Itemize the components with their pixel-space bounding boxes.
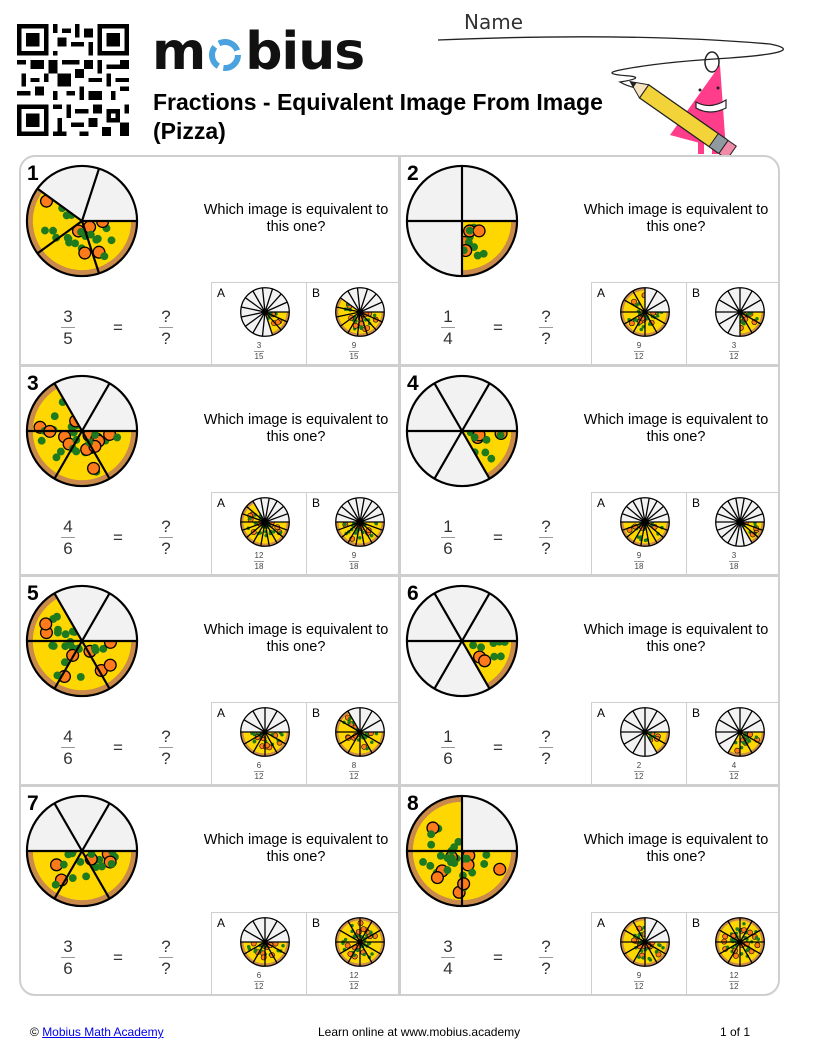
option-label: B xyxy=(692,286,701,300)
option-label: B xyxy=(312,706,321,720)
given-fraction xyxy=(441,517,455,558)
denominator: 18 xyxy=(634,562,644,571)
option-label: B xyxy=(312,286,321,300)
unknown-fraction xyxy=(159,937,173,978)
answer-option-b[interactable] xyxy=(687,283,780,364)
fraction-bar xyxy=(61,747,75,748)
name-label: Name xyxy=(464,10,524,34)
copyright-symbol: © xyxy=(30,1025,39,1039)
option-pizza-image xyxy=(619,916,671,968)
problem-number: 6 xyxy=(407,582,419,605)
option-pizza-image xyxy=(334,286,386,338)
equation xyxy=(441,727,553,768)
fraction-bar xyxy=(441,537,455,538)
unknown-fraction xyxy=(539,307,553,348)
option-pizza-image xyxy=(334,916,386,968)
numerator: 4 xyxy=(63,517,73,536)
denominator: 18 xyxy=(254,562,264,571)
numerator: 3 xyxy=(443,937,453,956)
option-fraction xyxy=(687,341,780,361)
equation xyxy=(441,937,553,978)
denominator: 12 xyxy=(634,772,644,781)
equation xyxy=(61,517,173,558)
pizza-fraction-image xyxy=(403,162,521,280)
option-pizza-image xyxy=(334,706,386,758)
problem-card-6 xyxy=(401,577,778,784)
pizza-fraction-image xyxy=(23,582,141,700)
title-line-1: Fractions - Equivalent Image From Image xyxy=(153,89,603,115)
equation xyxy=(61,937,173,978)
unknown-fraction xyxy=(539,937,553,978)
denominator: 6 xyxy=(63,539,73,558)
answer-option-b[interactable] xyxy=(307,283,401,364)
learn-online-text: Learn online at www.mobius.academy xyxy=(318,1025,521,1039)
unknown-denominator: ? xyxy=(161,539,171,558)
logo-bius: bius xyxy=(245,22,365,82)
equation xyxy=(441,307,553,348)
numerator: 3 xyxy=(63,307,73,326)
unknown-denominator: ? xyxy=(541,539,551,558)
denominator: 6 xyxy=(63,749,73,768)
unknown-numerator: ? xyxy=(161,937,171,956)
answer-option-b[interactable] xyxy=(687,493,780,574)
mobius-academy-link[interactable]: Mobius Math Academy xyxy=(42,1025,164,1039)
fraction-bar xyxy=(539,747,553,748)
answer-options xyxy=(591,912,780,994)
numerator: 6 xyxy=(256,761,262,770)
answer-option-a[interactable] xyxy=(592,913,687,994)
problem-grid xyxy=(19,155,780,996)
logo-m: m xyxy=(152,22,206,82)
answer-option-a[interactable] xyxy=(592,493,687,574)
problem-card-4 xyxy=(401,367,778,574)
pizza-fraction-image xyxy=(403,582,521,700)
answer-option-b[interactable] xyxy=(307,913,401,994)
unknown-denominator: ? xyxy=(541,329,551,348)
numerator: 12 xyxy=(349,971,359,980)
equals-sign: = xyxy=(493,947,503,967)
problem-number: 7 xyxy=(27,792,39,815)
numerator: 9 xyxy=(351,551,357,560)
answer-option-a[interactable] xyxy=(212,703,307,784)
problem-card-8 xyxy=(401,787,778,994)
numerator: 4 xyxy=(63,727,73,746)
logo-o-icon xyxy=(207,37,243,73)
option-pizza-image xyxy=(239,286,291,338)
numerator: 4 xyxy=(731,761,737,770)
option-fraction xyxy=(687,551,780,571)
page-number: 1 of 1 xyxy=(720,1025,751,1039)
option-label: B xyxy=(312,916,321,930)
equation xyxy=(441,517,553,558)
answer-option-b[interactable] xyxy=(307,493,401,574)
given-fraction xyxy=(61,727,75,768)
equation xyxy=(61,307,173,348)
unknown-denominator: ? xyxy=(161,749,171,768)
numerator: 12 xyxy=(729,971,739,980)
answer-option-b[interactable] xyxy=(687,913,780,994)
answer-options xyxy=(591,702,780,784)
option-pizza-image xyxy=(714,286,766,338)
option-label: A xyxy=(217,916,226,930)
denominator: 6 xyxy=(63,959,73,978)
fraction-bar xyxy=(159,747,173,748)
equals-sign: = xyxy=(493,527,503,547)
option-fraction xyxy=(592,551,686,571)
unknown-numerator: ? xyxy=(541,727,551,746)
numerator: 3 xyxy=(731,551,737,560)
numerator: 6 xyxy=(256,971,262,980)
given-fraction xyxy=(61,307,75,348)
pizza-fraction-image xyxy=(403,372,521,490)
denominator: 12 xyxy=(634,352,644,361)
question-text: Which image is equivalent to this one? xyxy=(203,202,389,235)
option-fraction xyxy=(212,971,306,991)
unknown-numerator: ? xyxy=(541,937,551,956)
name-line xyxy=(438,37,783,90)
denominator: 15 xyxy=(254,352,264,361)
mobius-logo xyxy=(152,22,365,82)
denominator: 5 xyxy=(63,329,73,348)
equation xyxy=(61,727,173,768)
option-pizza-image xyxy=(619,706,671,758)
option-fraction xyxy=(212,761,306,781)
option-fraction xyxy=(307,341,401,361)
fraction-bar xyxy=(441,327,455,328)
problem-card-1 xyxy=(21,157,398,364)
problem-number: 5 xyxy=(27,582,39,605)
pizza-fraction-image xyxy=(23,162,141,280)
question-text: Which image is equivalent to this one? xyxy=(203,622,389,655)
numerator: 1 xyxy=(443,727,453,746)
option-fraction xyxy=(592,971,686,991)
given-fraction xyxy=(61,517,75,558)
equals-sign: = xyxy=(113,317,123,337)
answer-option-a[interactable] xyxy=(592,703,687,784)
equals-sign: = xyxy=(113,737,123,757)
pizza-fraction-image xyxy=(23,792,141,910)
numerator: 1 xyxy=(443,307,453,326)
option-label: B xyxy=(692,706,701,720)
given-fraction xyxy=(441,937,455,978)
option-fraction xyxy=(212,341,306,361)
fraction-bar xyxy=(441,747,455,748)
denominator: 18 xyxy=(729,562,739,571)
unknown-fraction xyxy=(539,727,553,768)
numerator: 8 xyxy=(351,761,357,770)
option-pizza-image xyxy=(619,286,671,338)
problem-card-5 xyxy=(21,577,398,784)
option-fraction xyxy=(212,551,306,571)
option-pizza-image xyxy=(334,496,386,548)
question-text: Which image is equivalent to this one? xyxy=(583,832,769,865)
numerator: 1 xyxy=(443,517,453,536)
qr-code xyxy=(17,24,129,136)
unknown-denominator: ? xyxy=(541,959,551,978)
fraction-bar xyxy=(539,327,553,328)
question-text: Which image is equivalent to this one? xyxy=(583,202,769,235)
numerator: 3 xyxy=(63,937,73,956)
question-text: Which image is equivalent to this one? xyxy=(583,412,769,445)
equals-sign: = xyxy=(113,947,123,967)
option-fraction xyxy=(592,341,686,361)
unknown-numerator: ? xyxy=(161,307,171,326)
option-pizza-image xyxy=(619,496,671,548)
numerator: 9 xyxy=(636,971,642,980)
option-label: A xyxy=(217,706,226,720)
unknown-numerator: ? xyxy=(541,307,551,326)
denominator: 12 xyxy=(729,982,739,991)
fraction-bar xyxy=(61,957,75,958)
numerator: 9 xyxy=(351,341,357,350)
option-fraction xyxy=(592,761,686,781)
unknown-fraction xyxy=(159,517,173,558)
numerator: 12 xyxy=(254,551,264,560)
problem-number: 2 xyxy=(407,162,419,185)
given-fraction xyxy=(61,937,75,978)
answer-options xyxy=(211,912,401,994)
option-label: B xyxy=(692,496,701,510)
unknown-fraction xyxy=(539,517,553,558)
unknown-denominator: ? xyxy=(541,749,551,768)
problem-number: 4 xyxy=(407,372,419,395)
numerator: 3 xyxy=(731,341,737,350)
mascot-illustration xyxy=(430,30,790,160)
denominator: 12 xyxy=(349,982,359,991)
fraction-bar xyxy=(441,957,455,958)
option-fraction xyxy=(307,971,401,991)
option-fraction xyxy=(307,761,401,781)
fraction-bar xyxy=(159,957,173,958)
option-fraction xyxy=(307,551,401,571)
denominator: 12 xyxy=(729,352,739,361)
option-pizza-image xyxy=(714,496,766,548)
denominator: 4 xyxy=(443,959,453,978)
problem-number: 3 xyxy=(27,372,39,395)
unknown-denominator: ? xyxy=(161,329,171,348)
numerator: 3 xyxy=(256,341,262,350)
answer-options xyxy=(211,492,401,574)
title-line-2: (Pizza) xyxy=(153,118,226,144)
denominator: 12 xyxy=(254,772,264,781)
unknown-fraction xyxy=(159,307,173,348)
option-label: A xyxy=(597,706,606,720)
copyright xyxy=(30,1025,164,1039)
denominator: 4 xyxy=(443,329,453,348)
fraction-bar xyxy=(159,537,173,538)
option-label: A xyxy=(597,496,606,510)
fraction-bar xyxy=(61,327,75,328)
equals-sign: = xyxy=(493,737,503,757)
option-label: A xyxy=(597,916,606,930)
numerator: 2 xyxy=(636,761,642,770)
answer-options xyxy=(591,492,780,574)
equals-sign: = xyxy=(113,527,123,547)
option-label: A xyxy=(597,286,606,300)
answer-option-a[interactable] xyxy=(212,493,307,574)
denominator: 12 xyxy=(254,982,264,991)
problem-card-2 xyxy=(401,157,778,364)
answer-options xyxy=(211,702,401,784)
option-pizza-image xyxy=(239,706,291,758)
answer-option-a[interactable] xyxy=(592,283,687,364)
option-pizza-image xyxy=(714,916,766,968)
numerator: 9 xyxy=(636,551,642,560)
denominator: 6 xyxy=(443,749,453,768)
unknown-numerator: ? xyxy=(161,517,171,536)
problem-card-7 xyxy=(21,787,398,994)
equals-sign: = xyxy=(493,317,503,337)
denominator: 18 xyxy=(349,562,359,571)
given-fraction xyxy=(441,727,455,768)
option-label: B xyxy=(312,496,321,510)
fraction-bar xyxy=(159,327,173,328)
denominator: 12 xyxy=(634,982,644,991)
answer-options xyxy=(211,282,401,364)
given-fraction xyxy=(441,307,455,348)
problem-card-3 xyxy=(21,367,398,574)
numerator: 9 xyxy=(636,341,642,350)
denominator: 12 xyxy=(729,772,739,781)
option-pizza-image xyxy=(714,706,766,758)
option-label: B xyxy=(692,916,701,930)
fraction-bar xyxy=(539,957,553,958)
denominator: 6 xyxy=(443,539,453,558)
unknown-numerator: ? xyxy=(161,727,171,746)
pizza-fraction-image xyxy=(23,372,141,490)
answer-option-a[interactable] xyxy=(212,913,307,994)
fraction-bar xyxy=(539,537,553,538)
answer-option-a[interactable] xyxy=(212,283,307,364)
unknown-numerator: ? xyxy=(541,517,551,536)
question-text: Which image is equivalent to this one? xyxy=(583,622,769,655)
option-label: A xyxy=(217,286,226,300)
unknown-denominator: ? xyxy=(161,959,171,978)
answer-option-b[interactable] xyxy=(307,703,401,784)
option-pizza-image xyxy=(239,916,291,968)
question-text: Which image is equivalent to this one? xyxy=(203,412,389,445)
option-fraction xyxy=(687,761,780,781)
fraction-bar xyxy=(61,537,75,538)
option-label: A xyxy=(217,496,226,510)
option-pizza-image xyxy=(239,496,291,548)
answer-options xyxy=(591,282,780,364)
unknown-fraction xyxy=(159,727,173,768)
denominator: 12 xyxy=(349,772,359,781)
denominator: 15 xyxy=(349,352,359,361)
answer-option-b[interactable] xyxy=(687,703,780,784)
option-fraction xyxy=(687,971,780,991)
problem-number: 8 xyxy=(407,792,419,815)
pizza-fraction-image xyxy=(403,792,521,910)
problem-number: 1 xyxy=(27,162,39,185)
question-text: Which image is equivalent to this one? xyxy=(203,832,389,865)
